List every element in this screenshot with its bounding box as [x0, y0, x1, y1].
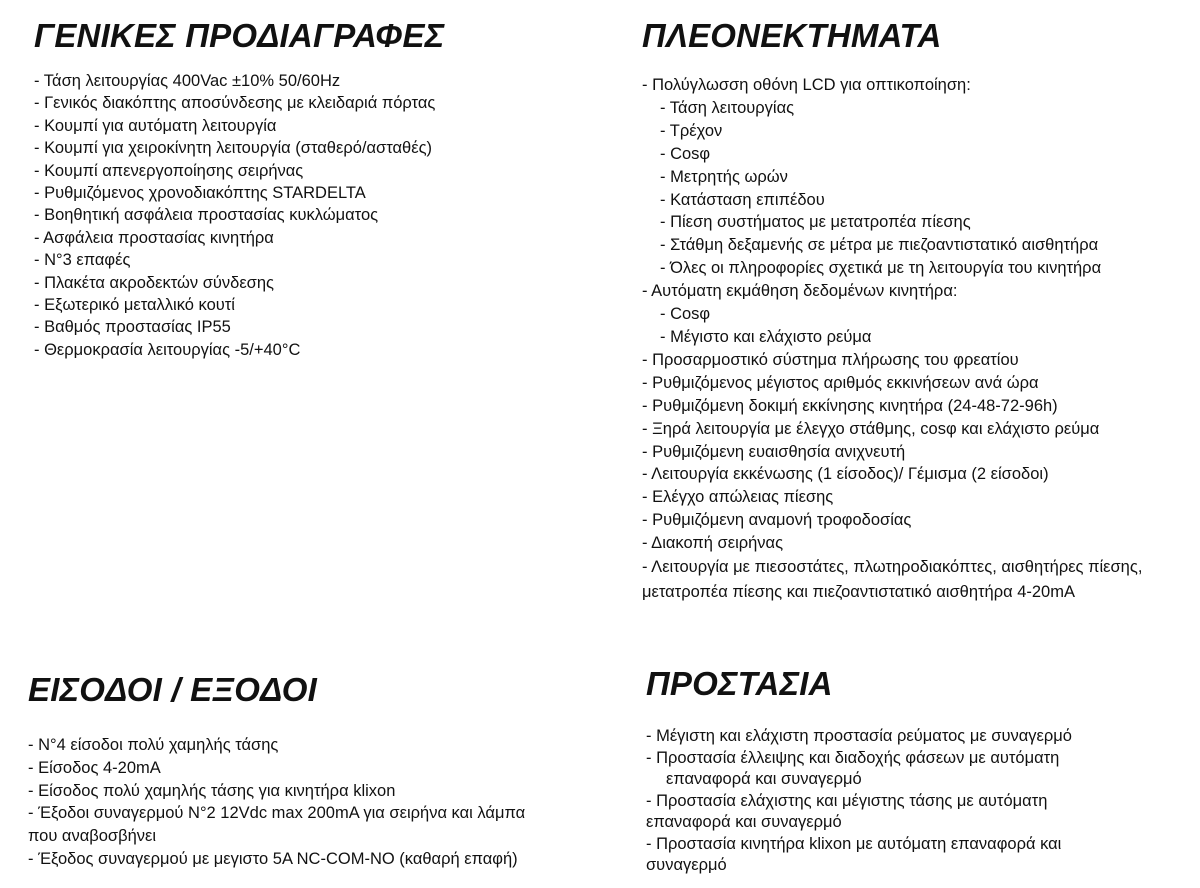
- list-item: - N°3 επαφές: [34, 251, 131, 270]
- sub-list-item: - Τάση λειτουργίας: [660, 98, 795, 117]
- list-item: - Διακοπή σειρήνας: [642, 534, 784, 553]
- list-item: - Τάση λειτουργίας 400Vac ±10% 50/60Hz: [34, 72, 341, 90]
- list-item: - Προσαρμοστικό σύστημα πλήρωσης του φρεατίου: [642, 350, 1019, 369]
- list-item: - Ξηρά λειτουργία με έλεγχο στάθμης, cosφ και ελάχιστο ρεύμα: [642, 419, 1100, 438]
- advantages-heading: ΠΛΕΟΝΕΚΤΗΜΑΤΑ: [642, 17, 942, 54]
- sub-list-item: - Cosφ: [660, 144, 711, 163]
- list-item: - Ρυθμιζόμενη δοκιμή εκκίνησης κινητήρα (24-48-72-96h): [642, 396, 1058, 415]
- list-item: - Είσοδος πολύ χαμηλής τάσης για κινητήρα klixon: [28, 781, 396, 800]
- protection-heading: ΠΡΟΣΤΑΣΙΑ: [646, 665, 833, 702]
- list-item: - Μέγιστη και ελάχιστη προστασία ρεύματος με συναγερμό: [646, 727, 1072, 745]
- list-item: - Ασφάλεια προστασίας κινητήρα: [34, 228, 274, 247]
- list-item: - Έξοδοι συναγερμού N°2 12Vdc max 200mA για σειρήνα και λάμπα που αναβοσβήνει: [28, 804, 526, 846]
- list-item: - Ρυθμιζόμενος χρονοδιακόπτης STARDELTA: [34, 184, 366, 203]
- list-item: - Έξοδος συναγερμού με μεγιστο 5A NC-COM-NO (καθαρή επαφή): [28, 849, 518, 868]
- list-item: - Πλακέτα ακροδεκτών σύνδεσης: [34, 273, 274, 292]
- inputs-outputs-list: [28, 734, 588, 871]
- sub-list-item: - Στάθμη δεξαμενής σε μέτρα με πιεζοαντιστατικό αισθητήρα: [660, 236, 1099, 255]
- general-specs-heading: ΓΕΝΙΚΕΣ ΠΡΟΔΙΑΓΡΑΦΕΣ: [34, 17, 445, 54]
- list-item: - Κουμπί για χειροκίνητη λειτουργία (σταθερό/ασταθές): [34, 139, 433, 158]
- sub-list-item: - Cosφ: [660, 305, 711, 324]
- protection-list: [646, 726, 1166, 876]
- list-item: - Βαθμός προστασίας IP55: [34, 318, 231, 337]
- list-item: - Προστασία έλλειψης και διαδοχής φάσεων με αυτόματη επαναφορά και συναγερμό: [646, 749, 1060, 788]
- sub-list-item: - Τρέχον: [660, 121, 723, 140]
- list-item: - Βοηθητική ασφάλεια προστασίας κυκλώματος: [34, 206, 379, 225]
- list-item: - N°4 είσοδοι πολύ χαμηλής τάσης: [28, 736, 279, 754]
- list-item: - Λειτουργία εκκένωσης (1 είσοδος)/ Γέμισμα (2 είσοδοι): [642, 465, 1049, 484]
- list-item: - Προστασία κινητήρα klixon με αυτόματη επαναφορά και συναγερμό: [646, 835, 1062, 874]
- list-item: - Προστασία ελάχιστης και μέγιστης τάσης με αυτόματη επαναφορά και συναγερμό: [646, 792, 1048, 831]
- list-item: - Κουμπί για αυτόματη λειτουργία: [34, 116, 277, 135]
- sub-list-item: - Πίεση συστήματος με μετατροπέα πίεσης: [660, 213, 971, 232]
- list-item: - Εξωτερικό μεταλλικό κουτί: [34, 296, 235, 315]
- inputs-outputs-heading: ΕΙΣΟΔΟΙ / ΕΞΟΔΟΙ: [28, 671, 318, 708]
- list-item: - Λειτουργία με πιεσοστάτες, πλωτηροδιακόπτες, αισθητήρες πίεσης, μετατροπέα πίεσης και πιεζοαντιστατικό αισθητήρα 4-20mA: [642, 558, 1143, 602]
- list-item: - Ρυθμιζόμενη ευαισθησία ανιχνευτή: [642, 442, 906, 461]
- inputs-outputs-section: [28, 670, 588, 871]
- list-item: - Θερμοκρασία λειτουργίας -5/+40°C: [34, 340, 301, 359]
- sub-list-item: - Κατάσταση επιπέδου: [660, 190, 825, 209]
- advantages-section: [642, 16, 1172, 605]
- advantages-list: [642, 74, 1172, 605]
- sub-list-item: - Μετρητής ωρών: [660, 167, 788, 186]
- sub-list-item: - Όλες οι πληροφορίες σχετικά με τη λειτουργία του κινητήρα: [660, 259, 1102, 278]
- sub-list-item: - Μέγιστο και ελάχιστο ρεύμα: [660, 327, 872, 346]
- list-item: - Αυτόματη εκμάθηση δεδομένων κινητήρα:: [642, 282, 958, 301]
- list-item: - Ελέγχο απώλειας πίεσης: [642, 488, 834, 507]
- general-specs-section: [34, 16, 594, 361]
- protection-section: [646, 664, 1166, 877]
- list-item: - Ρυθμιζόμενη αναμονή τροφοδοσίας: [642, 511, 912, 530]
- list-item: - Είσοδος 4-20mA: [28, 758, 161, 777]
- general-specs-list: [34, 70, 594, 361]
- list-item: - Πολύγλωσση οθόνη LCD για οπτικοποίηση:: [642, 76, 971, 94]
- list-item: - Γενικός διακόπτης αποσύνδεσης με κλειδαριά πόρτας: [34, 94, 436, 113]
- list-item: - Ρυθμιζόμενος μέγιστος αριθμός εκκινήσεων ανά ώρα: [642, 373, 1039, 392]
- list-item: - Κουμπί απενεργοποίησης σειρήνας: [34, 161, 304, 180]
